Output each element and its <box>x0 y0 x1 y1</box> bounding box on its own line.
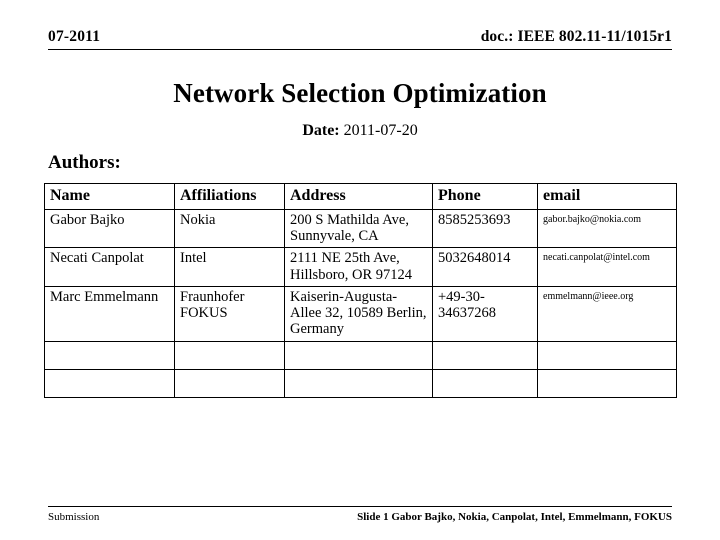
header-doc-number: doc.: IEEE 802.11-11/1015r1 <box>480 28 672 45</box>
cell-address <box>285 369 433 397</box>
column-header-affiliations: Affiliations <box>175 184 285 210</box>
cell-affiliation <box>175 369 285 397</box>
cell-phone <box>433 369 538 397</box>
cell-name <box>45 369 175 397</box>
slide-header <box>48 28 672 50</box>
cell-phone: +49-30-34637268 <box>433 286 538 341</box>
header-date: 07-2011 <box>48 28 101 45</box>
table-row <box>45 286 677 341</box>
cell-address <box>285 341 433 369</box>
table-header-row <box>45 184 677 210</box>
table-row <box>45 248 677 286</box>
footer-submission-label: Submission <box>48 511 100 523</box>
cell-phone: 8585253693 <box>433 209 538 247</box>
cell-email <box>538 341 677 369</box>
authors-table <box>44 183 677 398</box>
cell-email: emmelmann@ieee.org <box>538 286 677 341</box>
cell-affiliation: Intel <box>175 248 285 286</box>
column-header-phone: Phone <box>433 184 538 210</box>
cell-name: Gabor Bajko <box>45 209 175 247</box>
cell-email: gabor.bajko@nokia.com <box>538 209 677 247</box>
cell-affiliation <box>175 341 285 369</box>
authors-label: Authors: <box>48 152 121 173</box>
cell-affiliation: Nokia <box>175 209 285 247</box>
date-value: 2011-07-20 <box>343 122 418 139</box>
column-header-address: Address <box>285 184 433 210</box>
cell-phone: 5032648014 <box>433 248 538 286</box>
presentation-date <box>0 122 720 140</box>
cell-name: Marc Emmelmann <box>45 286 175 341</box>
date-label: Date: <box>302 122 340 139</box>
table-row <box>45 369 677 397</box>
column-header-email: email <box>538 184 677 210</box>
cell-name: Necati Canpolat <box>45 248 175 286</box>
cell-phone <box>433 341 538 369</box>
cell-address: Kaiserin-Augusta-Allee 32, 10589 Berlin, Germany <box>285 286 433 341</box>
cell-address: 200 S Mathilda Ave, Sunnyvale, CA <box>285 209 433 247</box>
cell-email <box>538 369 677 397</box>
footer-slide-info: Slide 1 Gabor Bajko, Nokia, Canpolat, Intel, Emmelmann, FOKUS <box>357 511 672 523</box>
column-header-name: Name <box>45 184 175 210</box>
cell-name <box>45 341 175 369</box>
slide-footer <box>48 506 672 523</box>
authors-table-wrapper <box>44 183 676 398</box>
cell-address: 2111 NE 25th Ave, Hillsboro, OR 97124 <box>285 248 433 286</box>
table-row <box>45 341 677 369</box>
page-title: Network Selection Optimization <box>173 78 547 108</box>
cell-affiliation: Fraunhofer FOKUS <box>175 286 285 341</box>
table-row <box>45 209 677 247</box>
cell-email: necati.canpolat@intel.com <box>538 248 677 286</box>
